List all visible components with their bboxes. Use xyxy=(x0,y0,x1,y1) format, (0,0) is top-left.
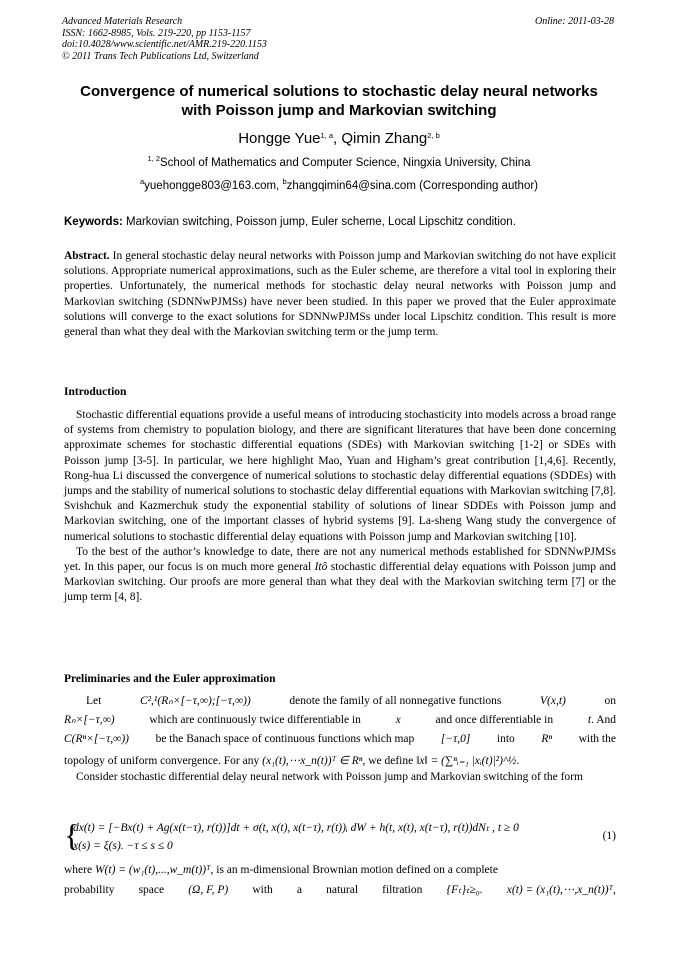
cont-text: which are continuously twice differentiable in xyxy=(149,714,361,727)
t-symbol: t xyxy=(587,714,592,727)
on-word: on xyxy=(604,695,616,707)
where-line-2 xyxy=(64,883,616,898)
affiliation xyxy=(0,154,678,169)
equation-number: (1) xyxy=(602,830,616,842)
keywords-text: Markovian switching, Poisson jump, Euler scheme, Local Lipschitz condition. xyxy=(122,216,516,228)
natural-word: natural xyxy=(326,884,359,897)
intro-paragraph-1: Stochastic differential equations provide a useful means of introducing stochasticity into models across a broad range of systems from chemistry to population biology, and there are significant literatures that have been done concerning approximate schemes for stochastic differential equations (SDEs) with Markovian switching [1-2] or SDEs with Poisson jump [3-5]. In particular, we here highlight Mao, Yuan and Higham’s great contribution [1,4,6]. Recently, Rong-hua Li discussed the convergence of numerical solutions to stochastic delay differential equations (SDDEs) with jumps and the stability of numerical solutions to stochastic delay differential equations with Markovian switching [7,8]. Svishchuk and Kazmerchuk study the exponential stability of solutions of linear SDDEs with Poisson jump and Markovian switching, one of the important classes of hybrid systems [9]. La-sheng Wang study the convergence of numerical solutions to stochastic differential delay equations with Poisson jump and Markovian switching [10]. xyxy=(64,409,616,543)
ito-term: Itô xyxy=(314,561,328,574)
author-1: Hongge Yue xyxy=(238,130,321,147)
prelim-line-1 xyxy=(64,694,616,709)
where-word: where xyxy=(64,864,93,876)
filtration-word: filtration xyxy=(382,884,423,897)
banach-text: be the Banach space of continuous functions which map xyxy=(155,733,415,746)
equation-brace: { xyxy=(64,817,80,853)
preliminaries-body xyxy=(64,694,616,785)
brownian-text: , is an m-dimensional Brownian motion defined on a complete xyxy=(210,864,498,876)
space-word: space xyxy=(138,884,165,897)
with-word: with xyxy=(252,884,273,897)
vector-symbol: (x₁(t),⋯x_n(t))ᵀ ∈ Rⁿ xyxy=(262,754,363,767)
banach-symbol: C(Rⁿ×[−τ,∞)) xyxy=(64,733,129,746)
denote-text: denote the family of all nonnegative functions xyxy=(289,695,502,707)
author-2-affil: 2, b xyxy=(427,131,440,140)
introduction-body xyxy=(64,408,616,606)
author-separator: , xyxy=(333,130,342,147)
introduction-heading: Introduction xyxy=(64,386,127,398)
email-a: yuehongge803@163.com, xyxy=(144,180,283,192)
where-line-1 xyxy=(64,863,616,878)
topology-text: topology of uniform convergence. For any xyxy=(64,754,260,767)
a-word: a xyxy=(296,884,302,897)
prelim-line-2 xyxy=(64,713,616,728)
with-the-text: with the xyxy=(578,733,616,746)
abstract xyxy=(64,249,616,340)
affiliation-text: School of Mathematics and Computer Science, Ningxia University, China xyxy=(160,157,531,169)
issn-line: ISSN: 1662-8985, Vols. 219-220, pp 1153-1157 xyxy=(62,27,251,39)
title-line-1: Convergence of numerical solutions to stochastic delay neural networks xyxy=(80,83,598,100)
title-line-2: with Poisson jump and Markovian switching xyxy=(181,102,497,119)
paper-title xyxy=(50,82,628,120)
space-def: C²,¹(Rₙ×[−τ,∞);[−τ,∞)) xyxy=(139,695,251,707)
prelim-line-4: topology of uniform convergence. For any (x₁(t),⋯x_n(t))ᵀ ∈ Rⁿ, we define ‖x‖ = (∑ⁿᵢ₌₁ |xᵢ(t)|²)^½. xyxy=(64,754,520,767)
rn-symbol: Rⁿ xyxy=(541,733,552,746)
let-word: Let xyxy=(86,695,102,707)
email-b-sup: b xyxy=(282,177,287,186)
email-b: zhangqimin64@sina.com (Corresponding author) xyxy=(286,180,538,192)
consider-text: Consider stochastic differential delay neural network with Poisson jump and Markovian switching of the form xyxy=(76,770,583,783)
interval-symbol: [−τ,0] xyxy=(440,733,471,746)
author-2: Qimin Zhang xyxy=(341,130,428,147)
intro-p2-end: stochastic differential delay equations with Poisson jump and Markovian switching. Our proofs are more general than what they deal with the Markovian switching term [7] or the jump term [4, 8]. xyxy=(64,561,617,604)
state-vector-symbol: x(t) = (x₁(t),⋯,x_n(t))ᵀ, xyxy=(506,884,616,897)
author-list xyxy=(0,130,678,147)
and-text: . And xyxy=(591,714,616,727)
filtration-symbol: {Fₜ}ₜ≥₀. xyxy=(446,884,483,897)
norm-formula: ‖x‖ = (∑ⁿᵢ₌₁ |xᵢ(t)|²)^½ xyxy=(416,754,517,767)
where-clause xyxy=(64,863,616,898)
equation-1-line-2: x(s) = ξ(s). −τ ≤ s ≤ 0 xyxy=(73,840,173,852)
into-word: into xyxy=(496,733,515,746)
keywords xyxy=(64,216,616,228)
abstract-label: Abstract. xyxy=(64,250,110,262)
online-date: Online: 2011-03-28 xyxy=(535,16,614,27)
intro-p2-start: To the best of the author’s knowledge to date, there are not any numerical methods established for SDNNwPJMSs yet. In this paper, our focus is on much more general xyxy=(64,545,616,574)
abstract-text: In general stochastic delay neural networks with Poisson jump and Markovian switching do not have explicit solutions. Appropriate numerical approximations, such as the Euler scheme, are therefore a vital tool in exploring their properties. Unfortunately, the numerical methods for stochastic delay neural networks with Poisson jump and Markovian switching (SDNNwPJMSs) have never been studied. In this paper we proved that the Euler approximate solutions will converge to the exact solutions for SDNNwPJMSs under local Lipschitz condition. This result is more general than what they deal with the Markovian switching term or the jump term. xyxy=(64,250,616,339)
journal-meta xyxy=(62,16,267,62)
x-symbol: x xyxy=(395,714,401,727)
once-text: and once differentiable in xyxy=(435,714,554,727)
define-text: , we define xyxy=(362,754,414,767)
preliminaries-heading: Preliminaries and the Euler approximation xyxy=(64,673,276,685)
author-emails xyxy=(0,177,678,192)
affiliation-sup: 1, 2 xyxy=(147,154,160,163)
doi-line: doi:10.4028/www.scientific.net/AMR.219-220.1153 xyxy=(62,39,267,50)
probability-word: probability xyxy=(64,884,115,897)
equation-1-line-1: dx(t) = [−Bx(t) + Ag(x(t−τ), r(t))]dt + σ(t, x(t), x(t−τ), r(t))ᵢ dW + h(t, x(t), x(t−τ), r(t))dNₜ , t ≥ 0 xyxy=(73,822,519,834)
domain-symbol: Rₙ×[−τ,∞) xyxy=(64,714,115,727)
prob-space-symbol: (Ω, F, P) xyxy=(188,884,229,897)
brownian-symbol: W(t) = (w₁(t),...,w_m(t))ᵀ xyxy=(94,864,211,876)
email-a-sup: a xyxy=(139,177,145,186)
journal-name: Advanced Materials Research xyxy=(62,16,183,27)
keywords-label: Keywords: xyxy=(64,216,123,228)
vxt-symbol: V(x,t) xyxy=(540,695,566,707)
prelim-line-3 xyxy=(64,732,616,747)
copyright-line: © 2011 Trans Tech Publications Ltd, Switzerland xyxy=(62,50,259,62)
author-1-affil: 1, a xyxy=(320,131,334,140)
intro-paragraph-2 xyxy=(64,545,616,606)
